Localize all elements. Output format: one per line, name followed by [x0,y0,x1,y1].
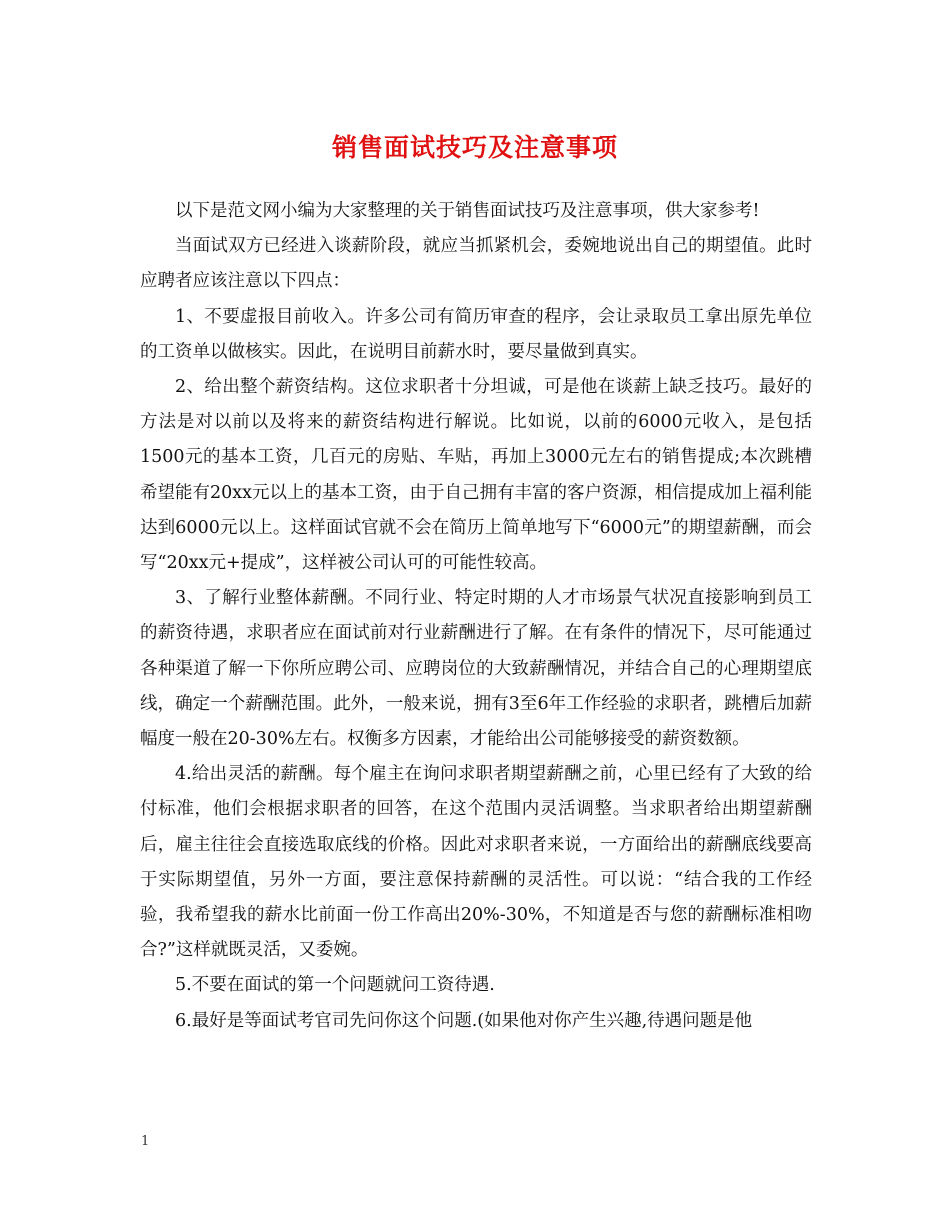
paragraph-intro: 以下是范文网小编为大家整理的关于销售面试技巧及注意事项，供大家参考! [175,201,760,221]
document-body [140,194,812,1039]
paragraph-context: 当面试双方已经进入谈薪阶段，就应当抓紧机会，委婉地说出自己的期望值。此时应聘者应该注意以下四点： [140,236,812,292]
page-number: 1 [141,1134,150,1149]
paragraph-point-3: 3、了解行业整体薪酬。不同行业、特定时期的人才市场景气状况直接影响到员工的薪资待遇，求职者应在面试前对行业薪酬进行了解。在有条件的情况下，尽可能通过各种渠道了解一下你所应聘公司、应聘岗位的大致薪酬情况，并结合自己的心理期望底线，确定一个薪酬范围。此外，一般来说，拥有3至6年工作经验的求职者，跳槽后加薪幅度一般在20-30%左右。权衡多方因素，才能给出公司能够接受的薪资数额。 [140,588,812,750]
document-title: 销售面试技巧及注意事项 [331,133,618,162]
paragraph-point-1: 1、不要虚报目前收入。许多公司有简历审查的程序，会让录取员工拿出原先单位的工资单以做核实。因此，在说明目前薪水时，要尽量做到真实。 [140,306,812,362]
paragraph-point-6: 6.最好是等面试考官司先问你这个问题.(如果他对你产生兴趣,待遇问题是他 [175,1010,753,1031]
paragraph-point-4: 4.给出灵活的薪酬。每个雇主在询问求职者期望薪酬之前，心里已经有了大致的给付标准，他们会根据求职者的回答，在这个范围内灵活调整。当求职者给出期望薪酬后，雇主往往会直接选取底线的价格。因此对求职者来说，一方面给出的薪酬底线要高于实际期望值，另外一方面，要注意保持薪酬的灵活性。可以说：“结合我的工作经验，我希望我的薪水比前面一份工作高出20%-30%，不知道是否与您的薪酬标准相吻合?”这样就既灵活，又委婉。 [140,764,812,961]
paragraph-point-5: 5.不要在面试的第一个问题就问工资待遇. [175,975,495,996]
paragraph-point-2: 2、给出整个薪资结构。这位求职者十分坦诚，可是他在谈薪上缺乏技巧。最好的方法是对以前以及将来的薪资结构进行解说。比如说，以前的6000元收入，是包括1500元的基本工资，几百元的房贴、车贴，再加上3000元左右的销售提成;本次跳槽希望能有20xx元以上的基本工资，由于自己拥有丰富的客户资源，相信提成加上福利能达到6000元以上。这样面试官就不会在简历上简单地写下“6000元”的期望薪酬，而会写“20xx元+提成”，这样被公司认可的可能性较高。 [140,377,813,574]
